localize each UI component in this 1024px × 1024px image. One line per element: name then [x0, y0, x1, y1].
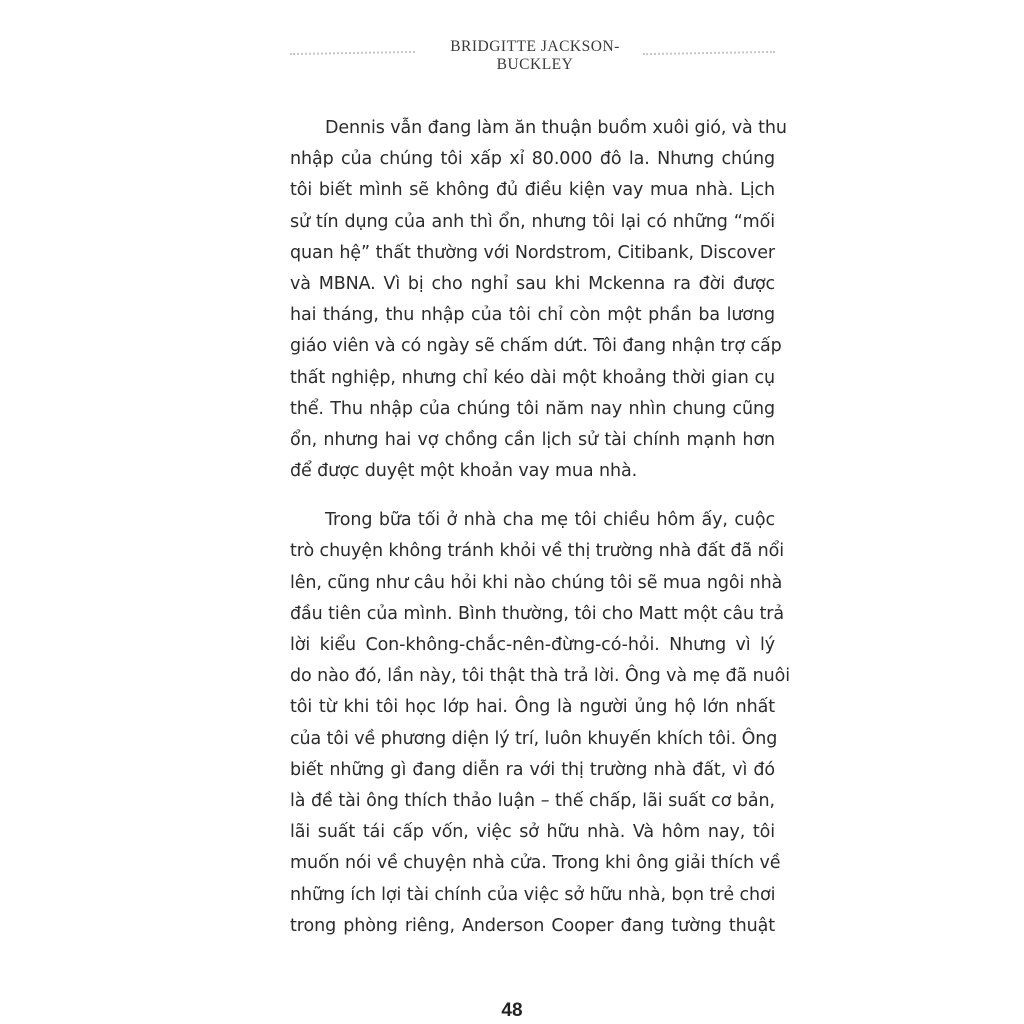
header-dotted-rule-left — [290, 51, 415, 55]
text-line: những ích lợi tài chính của việc sở hữu nhà, bọn trẻ chơi — [290, 884, 776, 905]
page-number: 48 — [501, 1000, 523, 1021]
text-line: trò chuyện không tránh khỏi về thị trường nhà đất đã nổi — [290, 541, 784, 562]
text-line: sử tín dụng của anh thì ổn, nhưng tôi lại có những “mối — [290, 211, 775, 232]
text-line: lên, cũng như câu hỏi khi nào chúng tôi sẽ mua ngôi nhà — [290, 572, 783, 593]
text-line: của tôi về phương diện lý trí, luôn khuyến khích tôi. Ông — [290, 728, 778, 749]
text-line: trong phòng riêng, Anderson Cooper đang tường thuật — [290, 915, 775, 936]
text-line: biết những gì đang diễn ra với thị trường nhà đất, vì đó — [290, 759, 775, 780]
text-line: lời kiểu Con-không-chắc-nên-đừng-có-hỏi. Nhưng vì lý — [290, 635, 775, 655]
text-line: để được duyệt một khoản vay mua nhà. — [290, 461, 638, 482]
text-line: Trong bữa tối ở nhà cha mẹ tôi chiều hôm ấy, cuộc — [325, 510, 775, 531]
text-line: đầu tiên của mình. Bình thường, tôi cho Matt một câu trả — [290, 603, 784, 624]
paragraph-2 — [290, 505, 790, 942]
text-line: quan hệ” thất thường với Nordstrom, Citibank, Discover — [290, 242, 775, 263]
text-line: hai tháng, thu nhập của tôi chỉ còn một phần ba lương — [290, 305, 775, 326]
text-line: giáo viên và có ngày sẽ chấm dứt. Tôi đang nhận trợ cấp — [290, 336, 782, 357]
text-line: do nào đó, lần này, tôi thật thà trả lời. Ông và mẹ đã nuôi — [290, 666, 790, 687]
running-header — [290, 34, 775, 74]
text-line: tôi từ khi tôi học lớp hai. Ông là người ủng hộ lớn nhất — [290, 697, 775, 718]
header-dotted-rule-right — [643, 51, 775, 55]
text-line: là đề tài ông thích thảo luận – thế chấp, lãi suất cơ bản, — [290, 790, 775, 811]
text-line: Dennis vẫn đang làm ăn thuận buồm xuôi gió, và thu — [325, 118, 787, 138]
text-line: thất nghiệp, nhưng chỉ kéo dài một khoảng thời gian cụ — [290, 367, 775, 388]
text-line: ổn, nhưng hai vợ chồng cần lịch sử tài chính mạnh hơn — [290, 429, 775, 450]
paragraph-1 — [290, 113, 787, 487]
text-line: lãi suất tái cấp vốn, việc sở hữu nhà. Và hôm nay, tôi — [290, 822, 775, 843]
text-line: muốn nói về chuyện nhà cửa. Trong khi ông giải thích về — [290, 853, 781, 874]
header-author: BRIDGITTE JACKSON-BUCKLEY — [450, 38, 620, 73]
text-line: nhập của chúng tôi xấp xỉ 80.000 đô la. Nhưng chúng — [290, 149, 775, 170]
paragraph-gap — [290, 487, 775, 505]
text-line: và MBNA. Vì bị cho nghỉ sau khi Mckenna ra đời được — [290, 273, 775, 294]
text-line: tôi biết mình sẽ không đủ điều kiện vay mua nhà. Lịch — [290, 180, 775, 201]
body-text — [290, 113, 790, 942]
text-line: thể. Thu nhập của chúng tôi năm nay nhìn chung cũng — [290, 398, 775, 419]
